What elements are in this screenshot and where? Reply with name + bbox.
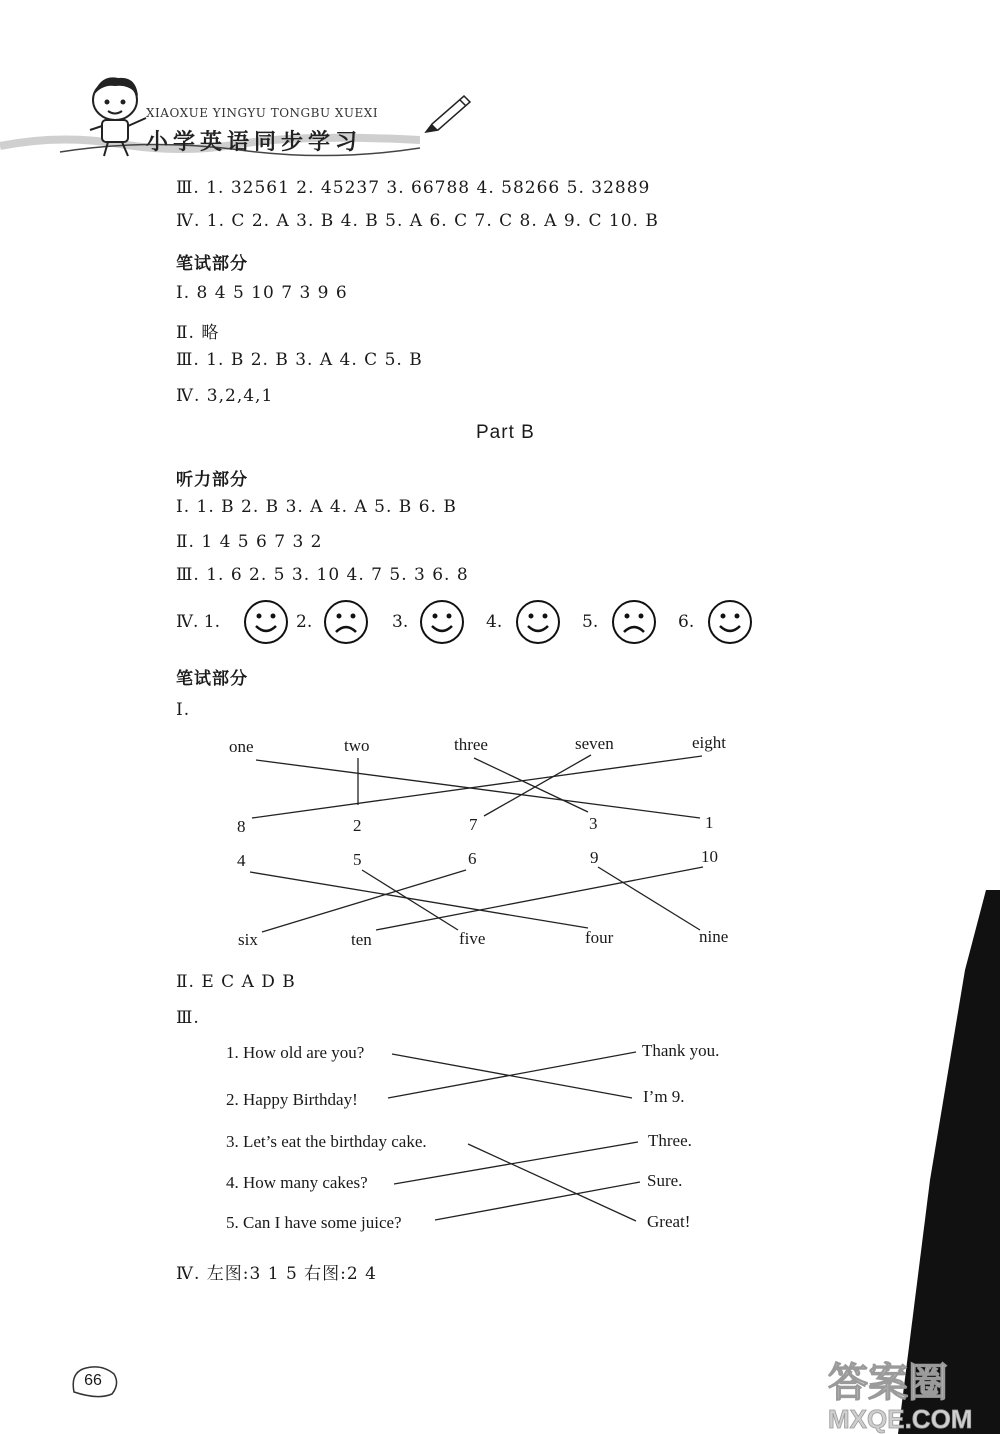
match-question-2: 2. Happy Birthday! <box>226 1090 358 1109</box>
watermark-logo <box>820 1350 1000 1434</box>
match-answer-2: I’m 9. <box>643 1087 685 1106</box>
match-answer-5: Great! <box>647 1212 691 1231</box>
header-subtitle: XIAOXUE YINGYU TONGBU XUEXI <box>146 106 379 120</box>
listening-section-heading: 听力部分 <box>176 470 248 490</box>
match-number: 4 <box>237 851 246 870</box>
match-question-5: 5. Can I have some juice? <box>226 1213 402 1232</box>
face-label-2: 2. <box>296 612 313 632</box>
face-label-3: 3. <box>392 612 409 632</box>
listening-b-item-1: Ⅰ. 1. B 2. B 3. A 4. A 5. B 6. B <box>176 497 457 517</box>
watermark-site: MXQE.COM <box>828 1404 973 1434</box>
page-number: 66 <box>84 1372 102 1389</box>
match-word-five: five <box>459 929 486 948</box>
match-word-eight: eight <box>692 733 726 752</box>
match-question-1: 1. How old are you? <box>226 1043 365 1062</box>
match-question-4: 4. How many cakes? <box>226 1173 368 1192</box>
match-number: 2 <box>353 816 362 835</box>
written-item-1: Ⅰ. 8 4 5 10 7 3 9 6 <box>176 283 348 303</box>
written-b-section-heading: 笔试部分 <box>176 669 248 689</box>
listening-b-item-3: Ⅲ. 1. 6 2. 5 3. 10 4. 7 5. 3 6. 8 <box>176 565 469 585</box>
part-b-title: Part B <box>476 422 535 443</box>
match-word-six: six <box>238 930 258 949</box>
face-label-6: 6. <box>678 612 695 632</box>
listening-item-4: Ⅳ. 1. C 2. A 3. B 4. B 5. A 6. C 7. C 8. A 9. C 10. B <box>176 211 659 231</box>
listening-b-item-2: Ⅱ. 1 4 5 6 7 3 2 <box>176 532 323 552</box>
match-number: 1 <box>705 813 714 832</box>
match-number: 7 <box>469 815 478 834</box>
listening-item-3: Ⅲ. 1. 32561 2. 45237 3. 66788 4. 58266 5. 32889 <box>176 178 651 198</box>
face-label-5: 5. <box>582 612 599 632</box>
matching-3-label: Ⅲ. <box>176 1008 200 1028</box>
matching-1-label: Ⅰ. <box>176 700 191 720</box>
written-b-item-4: Ⅳ. 左图:3 1 5 右图:2 4 <box>176 1264 377 1284</box>
match-number: 6 <box>468 849 477 868</box>
match-word-seven: seven <box>575 734 614 753</box>
match-word-four: four <box>585 928 614 947</box>
watermark-logo-text: 答案圈 <box>828 1360 948 1406</box>
match-word-two: two <box>344 736 370 755</box>
match-word-three: three <box>454 735 488 754</box>
written-item-3: Ⅲ. 1. B 2. B 3. A 4. C 5. B <box>176 350 423 370</box>
written-item-4: Ⅳ. 3,2,4,1 <box>176 386 274 406</box>
written-b-item-2: Ⅱ. E C A D B <box>176 972 296 992</box>
header-title: 小学英语同步学习 <box>146 130 363 155</box>
match-number: 5 <box>353 850 362 869</box>
match-number: 8 <box>237 817 246 836</box>
match-answer-4: Sure. <box>647 1171 683 1190</box>
match-number: 10 <box>701 847 718 866</box>
written-section-heading: 笔试部分 <box>176 254 248 274</box>
face-label-4: 4. <box>486 612 503 632</box>
match-word-ten: ten <box>351 930 372 949</box>
written-item-2: Ⅱ. 略 <box>176 323 220 343</box>
match-answer-3: Three. <box>648 1131 692 1150</box>
match-word-one: one <box>229 737 254 756</box>
faces-prefix: Ⅳ. 1. <box>176 612 221 632</box>
match-word-nine: nine <box>699 927 729 946</box>
match-number: 9 <box>590 848 599 867</box>
match-answer-1: Thank you. <box>642 1041 720 1060</box>
match-question-3: 3. Let’s eat the birthday cake. <box>226 1132 427 1151</box>
match-number: 3 <box>589 814 598 833</box>
